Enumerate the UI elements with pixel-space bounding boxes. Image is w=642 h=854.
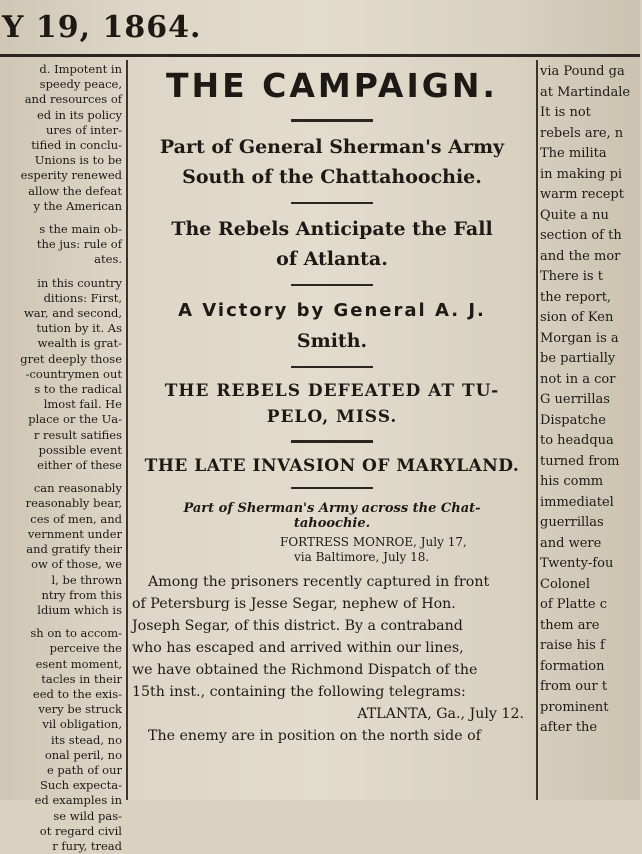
article-body (132, 571, 532, 747)
left-column-line: either of these (37, 458, 122, 473)
deck-victory-line2: Smith. (296, 330, 368, 352)
left-column-line (0, 618, 122, 626)
right-column-line: the report, (540, 289, 612, 305)
left-column-line: r fury, tread (52, 838, 122, 853)
left-column-line: place or the Ua- (28, 412, 122, 427)
left-column-line: allow the defeat (28, 183, 122, 198)
left-column-line: ates. (94, 252, 122, 267)
body-dateline: ATLANTA, Ga., July 12. (357, 706, 524, 722)
left-column-line: s to the radical (34, 382, 122, 397)
right-column-line: in making pi (540, 166, 623, 182)
left-column-line: lmost fail. He (43, 397, 122, 412)
body-line: Joseph Segar, of this district. By a contraband (132, 618, 463, 634)
right-column-line: be partially (540, 351, 616, 366)
left-column-line: d. Impotent in (39, 62, 122, 76)
body-line: The enemy are in position on the north side of (148, 728, 481, 744)
right-column-line: them are (540, 617, 600, 633)
left-column-line (0, 214, 122, 222)
left-column-line: vernment under (27, 526, 122, 541)
right-column-line: formation (540, 658, 605, 674)
left-column-line: Unions is to be (34, 153, 122, 168)
left-column-line: ow of those, we (31, 557, 122, 572)
right-column-line: G uerrillas (540, 392, 610, 407)
right-column-line: section of th (540, 228, 622, 243)
right-column-line: turned from (540, 453, 620, 469)
headline-rule (291, 119, 373, 122)
left-column-line: onal peril, no (44, 747, 122, 762)
left-column-line: ldium which is (37, 602, 122, 617)
left-column-line: and resources of (24, 92, 122, 107)
left-column-line: can reasonably (33, 481, 122, 496)
right-column-line: rebels are, n (540, 125, 624, 141)
deck-sherman-line2: South of the Chattahoochie. (182, 166, 482, 188)
left-column-line: perceive the (49, 641, 122, 656)
left-column-line: in this country (37, 275, 122, 290)
left-column-line: tacles in their (41, 671, 122, 686)
left-column-line: tified in conclu- (31, 138, 122, 153)
left-column-line: gret deeply those (20, 351, 122, 366)
right-column-line: There is t (540, 269, 603, 284)
left-column-line: esperity renewed (20, 168, 122, 183)
right-column-line: and the mor (540, 248, 621, 264)
left-column-line: ditions: First, (43, 290, 122, 305)
left-column-line: tution by it. As (36, 321, 122, 336)
left-column-line: se wild pas- (53, 808, 122, 823)
right-column-line: The milita (540, 146, 607, 161)
left-column-line: ntry from this (41, 587, 122, 602)
deck-rule-4 (291, 440, 373, 443)
left-column-line: speedy peace, (39, 77, 122, 92)
right-column-line: via Pound ga (540, 64, 625, 79)
column-rule-right (536, 60, 538, 800)
left-column-line (0, 268, 122, 276)
right-column-line: at Martindale (540, 84, 631, 100)
body-line: Among the prisoners recently captured in front (148, 574, 490, 590)
body-line: of Petersburg is Jesse Segar, nephew of Hon. (132, 596, 456, 612)
left-column-line: -countrymen out (25, 366, 122, 381)
subhead-line1: Part of Sherman's Army across the Chat- (183, 501, 481, 516)
dateline-line2: via Baltimore, July 18. (294, 550, 430, 564)
right-column-line: after the (540, 720, 598, 735)
left-column-line: esent moment, (35, 656, 122, 671)
column-rule-left (126, 60, 128, 800)
left-column-line (0, 473, 122, 481)
right-column-line: to headqua (540, 433, 614, 448)
right-column-line: warm recept (540, 187, 624, 202)
left-column-line: possible event (38, 442, 122, 457)
body-line: who has escaped and arrived within our lines, (132, 640, 464, 656)
right-column-line: Dispatche (540, 412, 606, 428)
dateline-line1: FORTRESS MONROE, July 17, (280, 535, 467, 549)
right-column-line: Twenty-fou (540, 556, 614, 571)
main-column (132, 62, 532, 800)
left-column-line: ed examples in (34, 793, 122, 808)
right-column-line: prominent (540, 699, 609, 715)
left-column (0, 62, 122, 853)
left-column-line: Such expecta- (39, 778, 122, 793)
deck-tupelo-line1: THE REBELS DEFEATED AT TU- (164, 381, 500, 401)
right-column-line: sion of Ken (540, 310, 614, 325)
deck-rule-1 (291, 202, 373, 204)
right-column-line: guerrillas (540, 515, 604, 530)
right-column-line: Colonel (540, 576, 590, 592)
deck-atlanta-line2: of Atlanta. (276, 248, 388, 270)
right-column-line: immediatel (540, 494, 614, 510)
right-column-line: Morgan is a (540, 330, 619, 346)
masthead-date: Y 19, 1864. (2, 10, 202, 45)
right-column-line: his comm (540, 474, 604, 489)
left-column-line: wealth is grat- (37, 336, 122, 351)
left-column-line: ed in its policy (37, 107, 122, 122)
left-column-line: reasonably bear, (25, 496, 122, 511)
subhead-line2: tahoochie. (293, 516, 371, 531)
left-column-line: the jus: rule of (36, 237, 122, 252)
right-column-line: raise his f (540, 638, 605, 653)
right-column-line: and were (540, 535, 602, 551)
right-column-line: of Platte c (540, 597, 607, 612)
right-column-line: Quite a nu (540, 207, 609, 223)
deck-rule-5 (291, 487, 373, 489)
left-column-line: ot regard civil (39, 823, 122, 838)
deck-rule-3 (291, 366, 373, 368)
left-column-line: very be struck (38, 702, 122, 717)
deck-tupelo-line2: PELO, MISS. (266, 407, 398, 427)
left-column-line: war, and second, (23, 306, 122, 321)
left-column-line: eed to the exis- (32, 686, 122, 701)
left-column-line: r result satifies (33, 427, 122, 442)
right-column-line: not in a cor (540, 371, 616, 387)
top-rule (0, 54, 640, 57)
left-column-line: ures of inter- (46, 122, 122, 137)
body-line: 15th inst., containing the following telegrams: (132, 684, 466, 700)
body-line: we have obtained the Richmond Dispatch of the (132, 662, 478, 678)
deck-atlanta-line1: The Rebels Anticipate the Fall (171, 218, 493, 240)
left-column-line: l, be thrown (51, 572, 122, 587)
left-column-line: s the main ob- (39, 222, 122, 237)
left-column-line: vil obligation, (42, 717, 122, 732)
right-column (540, 62, 640, 800)
left-column-line: sh on to accom- (30, 626, 122, 641)
right-column-line: from our t (540, 679, 608, 694)
left-column-line: ces of men, and (30, 511, 122, 526)
headline: THE CAMPAIGN. (166, 66, 498, 105)
deck-victory-line1: A Victory by General A. J. (178, 300, 486, 321)
left-column-line: e path of our (46, 762, 122, 777)
deck-rule-2 (291, 284, 373, 286)
left-column-line: and gratify their (26, 542, 122, 557)
left-column-line: its stead, no (50, 732, 122, 747)
deck-sherman-line1: Part of General Sherman's Army (159, 136, 505, 158)
left-column-line: y the American (33, 198, 122, 213)
deck-maryland: THE LATE INVASION OF MARYLAND. (144, 456, 520, 476)
right-column-line: It is not (540, 105, 591, 120)
